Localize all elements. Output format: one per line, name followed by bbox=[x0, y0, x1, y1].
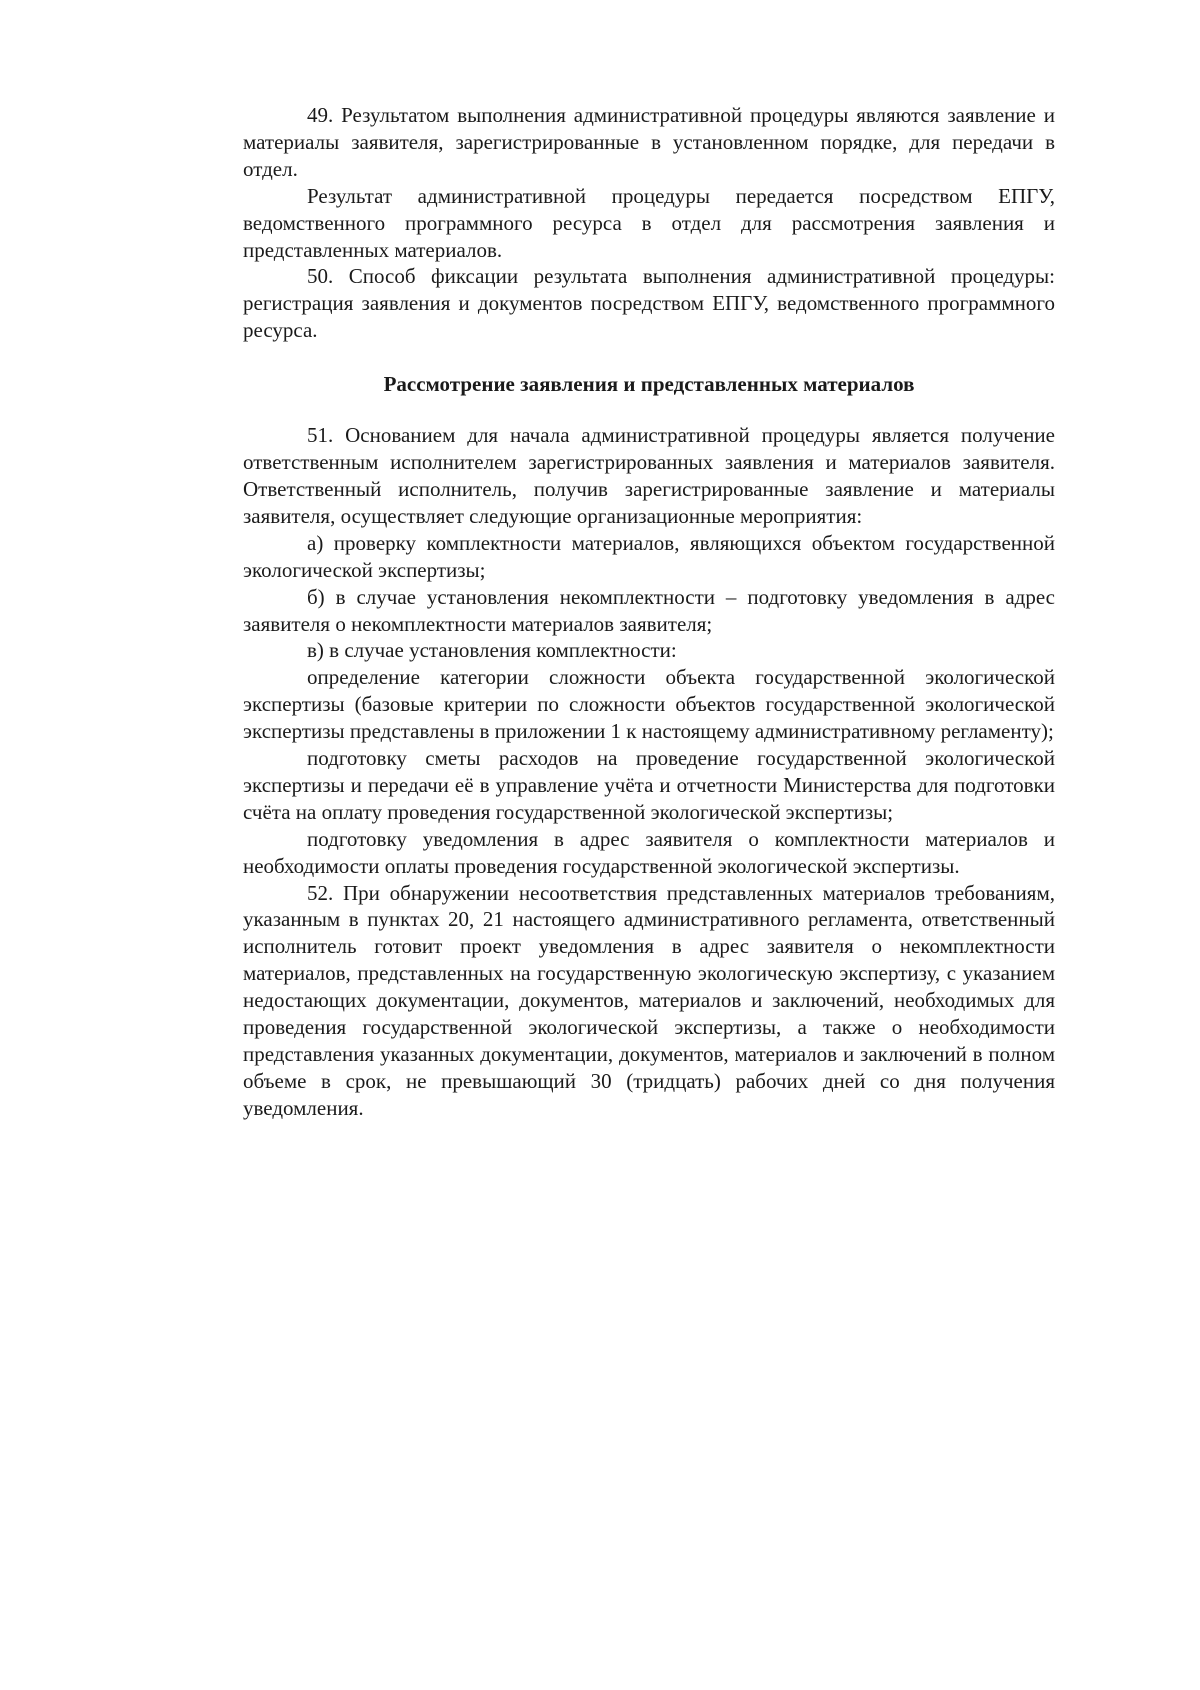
list-item-a: а) проверку комплектности материалов, являющихся объектом государственной экологической экспертизы; bbox=[243, 530, 1055, 582]
section-heading: Рассмотрение заявления и представленных материалов bbox=[383, 372, 915, 397]
paragraph-49-result: Результат административной процедуры передается посредством ЕПГУ, ведомственного программного ресурса в отдел для рассмотрения заявления и представленных материалов. bbox=[243, 183, 1055, 262]
paragraph-50: 50. Способ фиксации результата выполнения административной процедуры: регистрация заявления и документов посредством ЕПГУ, ведомственного программного ресурса. bbox=[243, 264, 1055, 343]
sub-item-estimate: подготовку сметы расходов на проведение государственной экологической экспертизы и передачи её в управление учёта и отчетности Министерства для подготовки счёта на оплату проведения государственной экологической экспертизы; bbox=[243, 746, 1055, 824]
document-body bbox=[243, 102, 1055, 1122]
list-item-b: б) в случае установления некомплектности – подготовку уведомления в адрес заявителя о некомплектности материалов заявителя; bbox=[243, 584, 1055, 636]
paragraph-49: 49. Результатом выполнения административной процедуры являются заявление и материалы заявителя, зарегистрированные в установленном порядке, для передачи в отдел. bbox=[243, 103, 1055, 181]
sub-item-category: определение категории сложности объекта государственной экологической экспертизы (базовые критерии по сложности объектов государственной экологической экспертизы представлены в приложении 1 к настоящему административному регламенту); bbox=[243, 665, 1055, 744]
paragraph-51: 51. Основанием для начала административной процедуры является получение ответственным исполнителем зарегистрированных заявления и материалов заявителя. Ответственный исполнитель, получив зарегистрированные заявление и материалы заявителя, осуществляет следующие организационные мероприятия: bbox=[243, 423, 1055, 528]
sub-item-notification: подготовку уведомления в адрес заявителя о комплектности материалов и необходимости оплаты проведения государственной экологической экспертизы. bbox=[243, 826, 1055, 878]
paragraph-52: 52. При обнаружении несоответствия представленных материалов требованиям, указанным в пунктах 20, 21 настоящего административного регламента, ответственный исполнитель готовит проект уведомления в адрес заявителя о некомплектности материалов, представленных на государственную экологическую экспертизу, с указанием недостающих документации, документов, материалов и заключений, необходимых для проведения государственной экологической экспертизы, а также о необходимости представления указанных документации, документов, материалов и заключений в полном объеме в срок, не превышающий 30 (тридцать) рабочих дней со дня получения уведомления. bbox=[243, 880, 1055, 1120]
list-item-c: в) в случае установления комплектности: bbox=[307, 638, 677, 663]
